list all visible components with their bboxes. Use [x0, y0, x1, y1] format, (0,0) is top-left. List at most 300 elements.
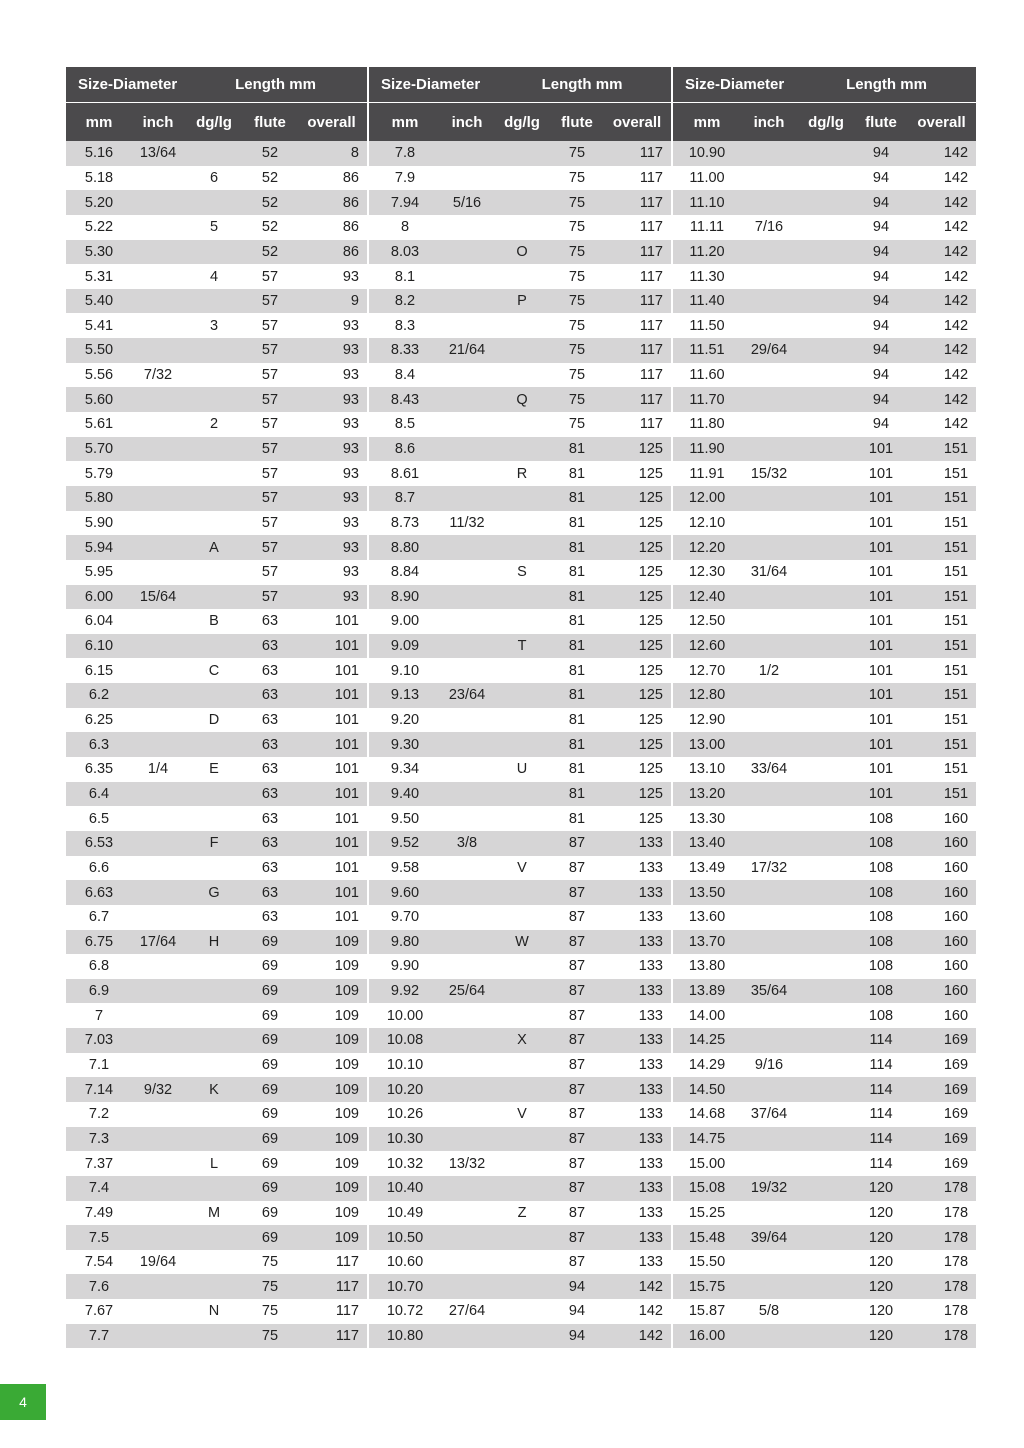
table-row [673, 1151, 976, 1176]
cell-overall: 142 [907, 215, 976, 240]
cell-inch [741, 486, 797, 511]
cell-dg-lg [184, 363, 244, 388]
cell-inch [132, 1274, 184, 1299]
table-row [673, 732, 976, 757]
cell-dg-lg [797, 782, 855, 807]
cell-dg-lg [797, 683, 855, 708]
table-row [66, 1274, 368, 1299]
cell-dg-lg [493, 1225, 551, 1250]
table-row [66, 806, 368, 831]
cell-flute: 101 [855, 708, 907, 733]
cell-overall: 125 [603, 560, 672, 585]
header-row-columns [673, 103, 976, 142]
cell-mm: 9.09 [369, 634, 441, 659]
cell-overall: 125 [603, 658, 672, 683]
col-dg-lg-header: dg/lg [184, 103, 244, 142]
table-row [673, 1324, 976, 1349]
table-row [369, 1053, 672, 1078]
cell-mm: 8 [369, 215, 441, 240]
cell-overall: 101 [296, 634, 368, 659]
cell-overall: 178 [907, 1274, 976, 1299]
table-row [66, 979, 368, 1004]
col-overall-header: overall [907, 103, 976, 142]
cell-inch: 7/16 [741, 215, 797, 240]
table-row [673, 1003, 976, 1028]
cell-mm: 11.51 [673, 338, 741, 363]
table-row [66, 166, 368, 191]
cell-inch [441, 954, 493, 979]
cell-overall: 151 [907, 683, 976, 708]
cell-flute: 87 [551, 831, 603, 856]
cell-inch [441, 757, 493, 782]
cell-flute: 81 [551, 634, 603, 659]
cell-flute: 94 [855, 240, 907, 265]
cell-overall: 117 [296, 1250, 368, 1275]
cell-overall: 151 [907, 634, 976, 659]
cell-inch [441, 437, 493, 462]
cell-overall: 142 [907, 240, 976, 265]
cell-overall: 125 [603, 683, 672, 708]
cell-dg-lg [797, 1003, 855, 1028]
cell-dg-lg [797, 658, 855, 683]
cell-overall: 125 [603, 708, 672, 733]
cell-flute: 114 [855, 1053, 907, 1078]
cell-overall: 178 [907, 1299, 976, 1324]
table-row [369, 486, 672, 511]
cell-flute: 57 [244, 338, 296, 363]
cell-overall: 142 [907, 313, 976, 338]
size-diameter-header: Size-Diameter [369, 67, 493, 103]
table-row [66, 437, 368, 462]
table-row [369, 437, 672, 462]
table-row [369, 634, 672, 659]
cell-dg-lg [493, 806, 551, 831]
cell-flute: 94 [855, 412, 907, 437]
cell-mm: 12.20 [673, 535, 741, 560]
cell-overall: 117 [603, 240, 672, 265]
cell-dg-lg [797, 634, 855, 659]
cell-inch: 19/64 [132, 1250, 184, 1275]
table-row [66, 732, 368, 757]
cell-mm: 6.8 [66, 954, 132, 979]
cell-overall: 142 [907, 141, 976, 166]
cell-dg-lg: D [184, 708, 244, 733]
cell-overall: 151 [907, 511, 976, 536]
cell-mm: 7.37 [66, 1151, 132, 1176]
cell-inch [132, 190, 184, 215]
table-row [369, 831, 672, 856]
table-row [673, 215, 976, 240]
cell-overall: 125 [603, 461, 672, 486]
table-row [673, 658, 976, 683]
cell-dg-lg [184, 1127, 244, 1152]
table-row [369, 979, 672, 1004]
cell-flute: 108 [855, 831, 907, 856]
cell-dg-lg: W [493, 930, 551, 955]
cell-flute: 81 [551, 511, 603, 536]
cell-mm: 11.70 [673, 387, 741, 412]
cell-flute: 75 [551, 412, 603, 437]
cell-mm: 10.10 [369, 1053, 441, 1078]
cell-overall: 101 [296, 757, 368, 782]
table-row [673, 930, 976, 955]
cell-overall: 117 [603, 166, 672, 191]
cell-inch [441, 289, 493, 314]
cell-overall: 133 [603, 856, 672, 881]
cell-flute: 81 [551, 535, 603, 560]
cell-dg-lg: F [184, 831, 244, 856]
cell-flute: 75 [551, 387, 603, 412]
cell-flute: 120 [855, 1250, 907, 1275]
cell-dg-lg: K [184, 1077, 244, 1102]
cell-dg-lg: X [493, 1028, 551, 1053]
cell-flute: 75 [551, 264, 603, 289]
cell-inch [741, 264, 797, 289]
table-row [66, 1201, 368, 1226]
cell-flute: 57 [244, 511, 296, 536]
col-dg-lg-header: dg/lg [797, 103, 855, 142]
cell-dg-lg [184, 683, 244, 708]
table-row [66, 363, 368, 388]
table-row [369, 412, 672, 437]
cell-dg-lg: Q [493, 387, 551, 412]
cell-flute: 108 [855, 806, 907, 831]
cell-flute: 63 [244, 609, 296, 634]
cell-overall: 142 [907, 338, 976, 363]
length-mm-header: Length mm [493, 67, 672, 103]
cell-inch [741, 1324, 797, 1349]
cell-flute: 57 [244, 461, 296, 486]
cell-inch [132, 437, 184, 462]
cell-overall: 117 [603, 141, 672, 166]
cell-flute: 87 [551, 930, 603, 955]
cell-overall: 160 [907, 930, 976, 955]
cell-dg-lg [797, 1201, 855, 1226]
cell-dg-lg [797, 708, 855, 733]
cell-overall: 169 [907, 1077, 976, 1102]
cell-inch: 5/16 [441, 190, 493, 215]
cell-inch [132, 1201, 184, 1226]
cell-overall: 151 [907, 486, 976, 511]
cell-flute: 69 [244, 1176, 296, 1201]
cell-flute: 81 [551, 806, 603, 831]
table-row [369, 166, 672, 191]
cell-mm: 7.8 [369, 141, 441, 166]
table-body [66, 141, 368, 1348]
cell-inch [441, 1127, 493, 1152]
table-row [673, 585, 976, 610]
cell-mm: 15.50 [673, 1250, 741, 1275]
table-row [369, 1176, 672, 1201]
cell-inch [132, 732, 184, 757]
cell-inch [741, 412, 797, 437]
cell-dg-lg [184, 141, 244, 166]
cell-flute: 75 [551, 289, 603, 314]
cell-mm: 10.72 [369, 1299, 441, 1324]
cell-dg-lg [184, 190, 244, 215]
cell-overall: 133 [603, 1053, 672, 1078]
cell-overall: 109 [296, 1201, 368, 1226]
table-row [66, 856, 368, 881]
cell-dg-lg [184, 560, 244, 585]
table-row [369, 289, 672, 314]
cell-overall: 169 [907, 1127, 976, 1152]
cell-mm: 12.30 [673, 560, 741, 585]
table-row [369, 1028, 672, 1053]
table-row [673, 190, 976, 215]
cell-overall: 178 [907, 1324, 976, 1349]
cell-inch [741, 535, 797, 560]
cell-inch [441, 1274, 493, 1299]
cell-flute: 108 [855, 1003, 907, 1028]
cell-dg-lg: R [493, 461, 551, 486]
cell-inch [132, 240, 184, 265]
table-row [673, 1201, 976, 1226]
table-row [673, 240, 976, 265]
cell-overall: 151 [907, 757, 976, 782]
cell-mm: 15.87 [673, 1299, 741, 1324]
cell-mm: 8.03 [369, 240, 441, 265]
cell-mm: 10.50 [369, 1225, 441, 1250]
cell-overall: 160 [907, 856, 976, 881]
cell-dg-lg [493, 708, 551, 733]
table-row [66, 1127, 368, 1152]
cell-inch [132, 880, 184, 905]
cell-overall: 151 [907, 708, 976, 733]
cell-overall: 125 [603, 486, 672, 511]
table-row [369, 609, 672, 634]
table-row [369, 930, 672, 955]
cell-inch: 35/64 [741, 979, 797, 1004]
cell-flute: 94 [855, 387, 907, 412]
cell-overall: 151 [907, 560, 976, 585]
cell-flute: 57 [244, 289, 296, 314]
cell-overall: 142 [603, 1324, 672, 1349]
table-row [66, 190, 368, 215]
cell-mm: 9.34 [369, 757, 441, 782]
cell-dg-lg [493, 732, 551, 757]
cell-mm: 6.3 [66, 732, 132, 757]
cell-mm: 11.00 [673, 166, 741, 191]
cell-inch [441, 1053, 493, 1078]
cell-flute: 69 [244, 1225, 296, 1250]
cell-inch [132, 338, 184, 363]
cell-overall: 101 [296, 856, 368, 881]
cell-mm: 15.25 [673, 1201, 741, 1226]
cell-dg-lg [184, 1176, 244, 1201]
table-row [66, 1003, 368, 1028]
cell-overall: 109 [296, 1003, 368, 1028]
table-row [673, 461, 976, 486]
cell-inch [441, 560, 493, 585]
cell-inch: 33/64 [741, 757, 797, 782]
cell-flute: 75 [244, 1299, 296, 1324]
cell-mm: 6.53 [66, 831, 132, 856]
cell-overall: 93 [296, 412, 368, 437]
table-row [66, 831, 368, 856]
col-inch-header: inch [132, 103, 184, 142]
cell-flute: 81 [551, 757, 603, 782]
cell-dg-lg [493, 1003, 551, 1028]
cell-inch [741, 1003, 797, 1028]
cell-dg-lg [493, 1053, 551, 1078]
cell-flute: 120 [855, 1225, 907, 1250]
cell-mm: 6.9 [66, 979, 132, 1004]
drill-size-table [66, 67, 974, 1348]
cell-overall: 86 [296, 215, 368, 240]
cell-mm: 8.43 [369, 387, 441, 412]
cell-inch: 23/64 [441, 683, 493, 708]
table-row [66, 708, 368, 733]
cell-flute: 63 [244, 658, 296, 683]
cell-flute: 75 [551, 240, 603, 265]
cell-inch: 17/32 [741, 856, 797, 881]
cell-inch [441, 806, 493, 831]
cell-dg-lg: O [493, 240, 551, 265]
cell-mm: 11.91 [673, 461, 741, 486]
cell-dg-lg [493, 1176, 551, 1201]
cell-inch [441, 1225, 493, 1250]
cell-mm: 5.80 [66, 486, 132, 511]
cell-mm: 6.75 [66, 930, 132, 955]
table-row [66, 461, 368, 486]
cell-mm: 5.95 [66, 560, 132, 585]
cell-dg-lg [797, 1053, 855, 1078]
cell-dg-lg [184, 1250, 244, 1275]
cell-dg-lg [797, 1324, 855, 1349]
cell-mm: 8.6 [369, 437, 441, 462]
cell-flute: 81 [551, 486, 603, 511]
cell-flute: 69 [244, 930, 296, 955]
table-row [369, 215, 672, 240]
cell-dg-lg [797, 437, 855, 462]
table-row [673, 363, 976, 388]
cell-mm: 12.90 [673, 708, 741, 733]
cell-flute: 52 [244, 141, 296, 166]
cell-dg-lg: E [184, 757, 244, 782]
cell-flute: 57 [244, 264, 296, 289]
cell-flute: 52 [244, 190, 296, 215]
table-row [66, 486, 368, 511]
cell-dg-lg: A [184, 535, 244, 560]
cell-inch [132, 166, 184, 191]
table-row [66, 412, 368, 437]
cell-dg-lg [493, 363, 551, 388]
cell-mm: 9.90 [369, 954, 441, 979]
cell-mm: 13.50 [673, 880, 741, 905]
cell-flute: 57 [244, 412, 296, 437]
cell-inch [741, 1127, 797, 1152]
cell-mm: 6.10 [66, 634, 132, 659]
cell-overall: 169 [907, 1102, 976, 1127]
cell-dg-lg [184, 461, 244, 486]
cell-overall: 93 [296, 511, 368, 536]
cell-flute: 87 [551, 1201, 603, 1226]
length-mm-header: Length mm [184, 67, 368, 103]
cell-flute: 63 [244, 905, 296, 930]
cell-inch [741, 1274, 797, 1299]
cell-inch [741, 708, 797, 733]
cell-dg-lg [797, 979, 855, 1004]
table-row [66, 757, 368, 782]
table-row [66, 264, 368, 289]
table-row [673, 831, 976, 856]
cell-flute: 69 [244, 1201, 296, 1226]
cell-mm: 5.41 [66, 313, 132, 338]
cell-overall: 101 [296, 806, 368, 831]
cell-inch: 1/4 [132, 757, 184, 782]
cell-overall: 117 [603, 338, 672, 363]
cell-mm: 5.94 [66, 535, 132, 560]
cell-overall: 109 [296, 930, 368, 955]
cell-dg-lg [797, 535, 855, 560]
cell-inch [741, 806, 797, 831]
cell-inch [132, 461, 184, 486]
cell-mm: 15.48 [673, 1225, 741, 1250]
cell-dg-lg [184, 289, 244, 314]
cell-mm: 6.4 [66, 782, 132, 807]
cell-flute: 75 [551, 166, 603, 191]
cell-mm: 10.49 [369, 1201, 441, 1226]
cell-dg-lg [797, 880, 855, 905]
cell-flute: 120 [855, 1274, 907, 1299]
cell-mm: 8.80 [369, 535, 441, 560]
cell-dg-lg [797, 954, 855, 979]
cell-overall: 142 [907, 190, 976, 215]
cell-overall: 178 [907, 1176, 976, 1201]
cell-dg-lg [797, 511, 855, 536]
cell-inch [132, 1028, 184, 1053]
cell-mm: 7 [66, 1003, 132, 1028]
table-block-3 [673, 67, 976, 1348]
col-mm-header: mm [66, 103, 132, 142]
cell-flute: 81 [551, 658, 603, 683]
cell-flute: 63 [244, 782, 296, 807]
cell-inch: 9/32 [132, 1077, 184, 1102]
cell-flute: 108 [855, 954, 907, 979]
cell-dg-lg [184, 585, 244, 610]
cell-flute: 81 [551, 782, 603, 807]
cell-mm: 7.5 [66, 1225, 132, 1250]
cell-flute: 52 [244, 215, 296, 240]
cell-flute: 101 [855, 782, 907, 807]
cell-inch [441, 240, 493, 265]
cell-overall: 133 [603, 954, 672, 979]
cell-dg-lg [493, 264, 551, 289]
cell-mm: 6.63 [66, 880, 132, 905]
cell-dg-lg: G [184, 880, 244, 905]
cell-inch: 15/64 [132, 585, 184, 610]
cell-mm: 7.7 [66, 1324, 132, 1349]
cell-overall: 125 [603, 782, 672, 807]
cell-mm: 12.40 [673, 585, 741, 610]
cell-flute: 75 [551, 363, 603, 388]
table-row [369, 757, 672, 782]
table-row [369, 708, 672, 733]
cell-dg-lg [493, 1274, 551, 1299]
cell-overall: 109 [296, 1151, 368, 1176]
cell-mm: 9.60 [369, 880, 441, 905]
cell-dg-lg [797, 141, 855, 166]
cell-overall: 142 [907, 264, 976, 289]
table-row [673, 1127, 976, 1152]
cell-flute: 57 [244, 560, 296, 585]
cell-dg-lg [184, 979, 244, 1004]
cell-dg-lg [797, 461, 855, 486]
cell-mm: 14.29 [673, 1053, 741, 1078]
cell-mm: 13.70 [673, 930, 741, 955]
cell-flute: 63 [244, 856, 296, 881]
